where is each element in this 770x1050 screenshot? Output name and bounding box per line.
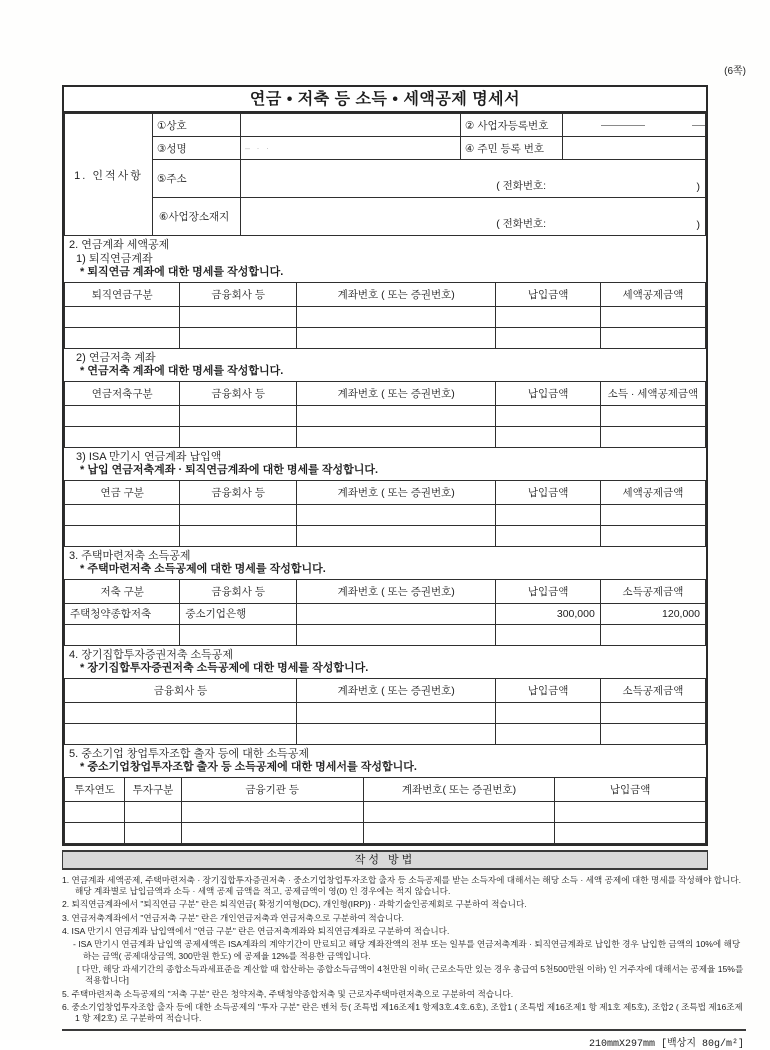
table-cell <box>600 723 705 744</box>
column-header: 납입금액 <box>496 678 600 702</box>
resident-number-field <box>563 137 706 160</box>
page-number: (6쪽) <box>724 66 746 77</box>
resident-number-label: ④ 주민 등록 번호 <box>461 137 563 160</box>
table-cell <box>125 801 181 822</box>
table-row <box>65 822 706 843</box>
scan-artifact: – · · <box>245 143 272 153</box>
subsection-note: * 연금저축 계좌에 대한 명세를 작성합니다. <box>80 365 284 377</box>
account-number-cell <box>297 603 496 624</box>
table-cell <box>181 822 363 843</box>
column-header: 퇴직연금구분 <box>65 282 180 306</box>
subsection-note: * 주택마련저축 소득공제에 대한 명세를 작성합니다. <box>80 563 326 575</box>
table-cell <box>65 405 180 426</box>
section-pension-savings-heading <box>64 349 706 381</box>
column-header: 납입금액 <box>496 381 600 405</box>
retirement-pension-table <box>64 282 706 349</box>
table-cell <box>65 426 180 447</box>
table-cell <box>65 306 180 327</box>
table-cell <box>180 525 297 546</box>
column-header: 납입금액 <box>555 777 706 801</box>
table-cell <box>363 822 555 843</box>
table-cell <box>496 426 600 447</box>
personal-info-table <box>64 113 706 236</box>
scan-artifact <box>692 125 705 126</box>
table-row <box>65 405 706 426</box>
column-header: 금융회사 등 <box>180 381 297 405</box>
table-cell <box>180 306 297 327</box>
column-header: 저축 구분 <box>65 579 180 603</box>
company-name-field <box>241 114 461 137</box>
instruction-item: 4. ISA 만기시 연금계좌 납입액에서 "연금 구분" 란은 연금저축계좌와 퇴직연금계좌로 구분하여 적습니다. <box>62 925 450 936</box>
table-cell <box>125 822 181 843</box>
paper-spec-note: 210mmX297mm [백상지 80g/m²] <box>588 1038 744 1050</box>
table-cell <box>600 405 705 426</box>
table-row <box>65 603 706 624</box>
column-header: 계좌번호( 또는 증권번호) <box>363 777 555 801</box>
table-cell <box>297 723 496 744</box>
table-cell <box>363 801 555 822</box>
table-cell <box>65 525 180 546</box>
subsection-note: * 납입 연금저축계좌 · 퇴직연금계좌에 대한 명세를 작성합니다. <box>80 464 379 476</box>
table-row <box>65 801 706 822</box>
table-cell <box>555 822 706 843</box>
column-header: 소득 · 세액공제금액 <box>600 381 705 405</box>
table-cell <box>600 624 705 645</box>
column-header: 계좌번호 ( 또는 증권번호) <box>297 282 496 306</box>
table-row <box>65 525 706 546</box>
section-venture-heading <box>64 745 706 777</box>
instruction-item: 5. 주택마련저축 소득공제의 "저축 구분" 란은 청약저축, 주택청약종합저축 및 근로자주택마련저축으로 구분하여 적습니다. <box>62 988 514 999</box>
instruction-item: 2. 퇴직연금계좌에서 "퇴직연금 구분" 란은 퇴직연금{ 확정기여형(DC), 개인형(IRP)} · 과학기술인공제회로 구분하여 적습니다. <box>62 899 527 910</box>
table-cell <box>297 306 496 327</box>
table-cell <box>496 624 600 645</box>
table-cell <box>180 405 297 426</box>
name-label: ③성명 <box>153 137 241 160</box>
column-header: 연금 구분 <box>65 480 180 504</box>
column-header: 세액공제금액 <box>600 282 705 306</box>
table-row <box>65 327 706 348</box>
address-label: ⑤주소 <box>153 160 241 198</box>
phone-paren-close: ) <box>696 181 700 193</box>
table-cell <box>600 306 705 327</box>
instructions-header-bar: 작성 방법 <box>62 850 708 870</box>
subsection-note: * 퇴직연금 계좌에 대한 명세를 작성합니다. <box>80 266 284 278</box>
workplace-label: ⑥사업장소재지 <box>153 198 241 236</box>
table-cell <box>65 723 297 744</box>
instruction-subitem: - ISA 만기시 연금계좌 납입액 공제세액은 ISA계좌의 계약기간이 만료되고 해당 계좌잔액의 전부 또는 일부를 연금저축계좌 · 퇴직연금계좌로 납입한 경우 납입한 금액의 10%에 해당하는 금액( 공제대상금액, 300만원 한도) 에 공제율 12%를 적용한 금액입니다. <box>73 939 741 961</box>
column-header: 계좌번호 ( 또는 증권번호) <box>297 579 496 603</box>
column-header: 계좌번호 ( 또는 증권번호) <box>297 480 496 504</box>
section-title: 3. 주택마련저축 소득공제 <box>69 549 191 562</box>
section-title: 5. 중소기업 창업투자조합 출자 등에 대한 소득공제 <box>69 747 310 760</box>
phone-number-label: ( 전화번호: <box>496 218 547 230</box>
table-cell <box>600 525 705 546</box>
table-cell <box>600 702 705 723</box>
table-cell <box>496 723 600 744</box>
section-isa-heading <box>64 448 706 480</box>
subsection-title: 1) 퇴직연금계좌 <box>76 252 153 265</box>
table-cell <box>65 702 297 723</box>
table-cell <box>65 504 180 525</box>
table-cell <box>600 504 705 525</box>
instruction-item: 6. 중소기업창업투자조합 출자 등에 대한 소득공제의 "투자 구분" 란은 벤처 등( 조특법 제16조제1 항제3호.4호.6호), 조합1 ( 조특법 제16조제1 항 제1호 제5호), 조합2 ( 조특법 제16조제1 항 제2호) 로 구분하여 적습니다. <box>62 1001 743 1024</box>
column-header: 세액공제금액 <box>600 480 705 504</box>
footer-divider <box>62 1029 746 1031</box>
table-cell <box>65 822 125 843</box>
instruction-subitem: [ 다만, 해당 과세기간의 종합소득과세표준을 계산할 때 합산하는 종합소득금액이 4천만원 이하( 근로소득만 있는 경우 총급여 5천500만원 이하) 인 거주자에 대해서는 공제율 15%를 적용합니다] <box>77 963 744 986</box>
column-header: 투자구분 <box>125 777 181 801</box>
table-cell <box>180 504 297 525</box>
housing-savings-table <box>64 579 706 646</box>
form-box <box>62 85 708 846</box>
section-pension-heading <box>64 236 706 282</box>
deduction-amount-cell: 120,000 <box>600 603 705 624</box>
table-cell <box>297 327 496 348</box>
table-cell <box>65 624 180 645</box>
form-title: 연금 • 저축 등 소득 • 세액공제 명세서 <box>64 87 706 113</box>
table-cell <box>496 504 600 525</box>
table-cell <box>297 504 496 525</box>
table-cell <box>496 405 600 426</box>
table-row <box>65 624 706 645</box>
section-fund-heading <box>64 646 706 678</box>
instructions-block <box>62 875 746 1025</box>
bank-name-cell: 중소기업은행 <box>180 603 297 624</box>
isa-table <box>64 480 706 547</box>
biz-reg-number-label: ② 사업자등록번호 <box>461 114 563 137</box>
column-header: 소득공제금액 <box>600 678 705 702</box>
section-title: 4. 장기집합투자증권저축 소득공제 <box>69 648 234 661</box>
table-cell <box>297 405 496 426</box>
table-cell <box>297 702 496 723</box>
table-cell <box>600 426 705 447</box>
personal-section-label: 1. 인적사항 <box>65 114 153 236</box>
column-header: 납입금액 <box>496 282 600 306</box>
table-cell <box>180 426 297 447</box>
table-row <box>65 504 706 525</box>
table-cell <box>496 306 600 327</box>
table-row <box>65 426 706 447</box>
subsection-note: * 장기집합투자증권저축 소득공제에 대한 명세를 작성합니다. <box>80 662 369 674</box>
table-cell <box>496 525 600 546</box>
column-header: 금융회사 등 <box>180 480 297 504</box>
long-term-fund-table <box>64 678 706 745</box>
phone-paren-close: ) <box>696 219 700 231</box>
table-cell <box>297 525 496 546</box>
column-header: 금융회사 등 <box>65 678 297 702</box>
instruction-item: 3. 연금저축계좌에서 "연금저축 구분" 란은 개인연금저축과 연금저축으로 구분하여 적습니다. <box>62 912 404 923</box>
table-cell <box>496 702 600 723</box>
company-name-label: ①상호 <box>153 114 241 137</box>
table-cell <box>65 327 180 348</box>
table-cell <box>297 426 496 447</box>
pension-savings-table <box>64 381 706 448</box>
column-header: 투자연도 <box>65 777 125 801</box>
table-cell <box>555 801 706 822</box>
table-cell <box>180 327 297 348</box>
subsection-title: 2) 연금저축 계좌 <box>76 351 156 364</box>
table-row <box>65 723 706 744</box>
deposit-amount-cell: 300,000 <box>496 603 600 624</box>
table-row <box>65 306 706 327</box>
section-title: 2. 연금계좌 세액공제 <box>69 239 170 251</box>
column-header: 금융기관 등 <box>181 777 363 801</box>
column-header: 납입금액 <box>496 480 600 504</box>
table-cell <box>297 624 496 645</box>
biz-reg-number-field <box>563 114 706 137</box>
venture-investment-table <box>64 777 706 844</box>
phone-number-label: ( 전화번호: <box>496 180 547 192</box>
address-field <box>241 160 706 198</box>
table-cell <box>65 801 125 822</box>
column-header: 금융회사 등 <box>180 579 297 603</box>
subsection-note: * 중소기업창업투자조합 출자 등 소득공제에 대한 명세서를 작성합니다. <box>80 761 417 773</box>
column-header: 소득공제금액 <box>600 579 705 603</box>
table-row <box>65 702 706 723</box>
table-cell <box>600 327 705 348</box>
name-field <box>241 137 461 160</box>
column-header: 납입금액 <box>496 579 600 603</box>
subsection-title: 3) ISA 만기시 연금계좌 납입액 <box>76 450 222 463</box>
workplace-field <box>241 198 706 236</box>
table-cell <box>496 327 600 348</box>
section-housing-heading <box>64 547 706 579</box>
table-cell <box>180 624 297 645</box>
column-header: 금융회사 등 <box>180 282 297 306</box>
column-header: 연금저축구분 <box>65 381 180 405</box>
savings-type-cell: 주택청약종합저축 <box>65 603 180 624</box>
column-header: 계좌번호 ( 또는 증권번호) <box>297 381 496 405</box>
table-cell <box>181 801 363 822</box>
scan-artifact <box>601 125 645 126</box>
instruction-item: 1. 연금계좌 세액공제, 주택마련저축 · 장기집합투자증권저축 · 중소기업창업투자조합 출자 등 소득공제를 받는 소득자에 대해서는 해당 소득 · 세액 공제에 대한 명세를 작성해야 합니다. 해당 계좌별로 납입금액과 소득 · 세액 공제 금액을 적고, 공제금액이 영(0) 인 경우에는 적지 않습니다. <box>62 874 742 896</box>
column-header: 계좌번호 ( 또는 증권번호) <box>297 678 496 702</box>
